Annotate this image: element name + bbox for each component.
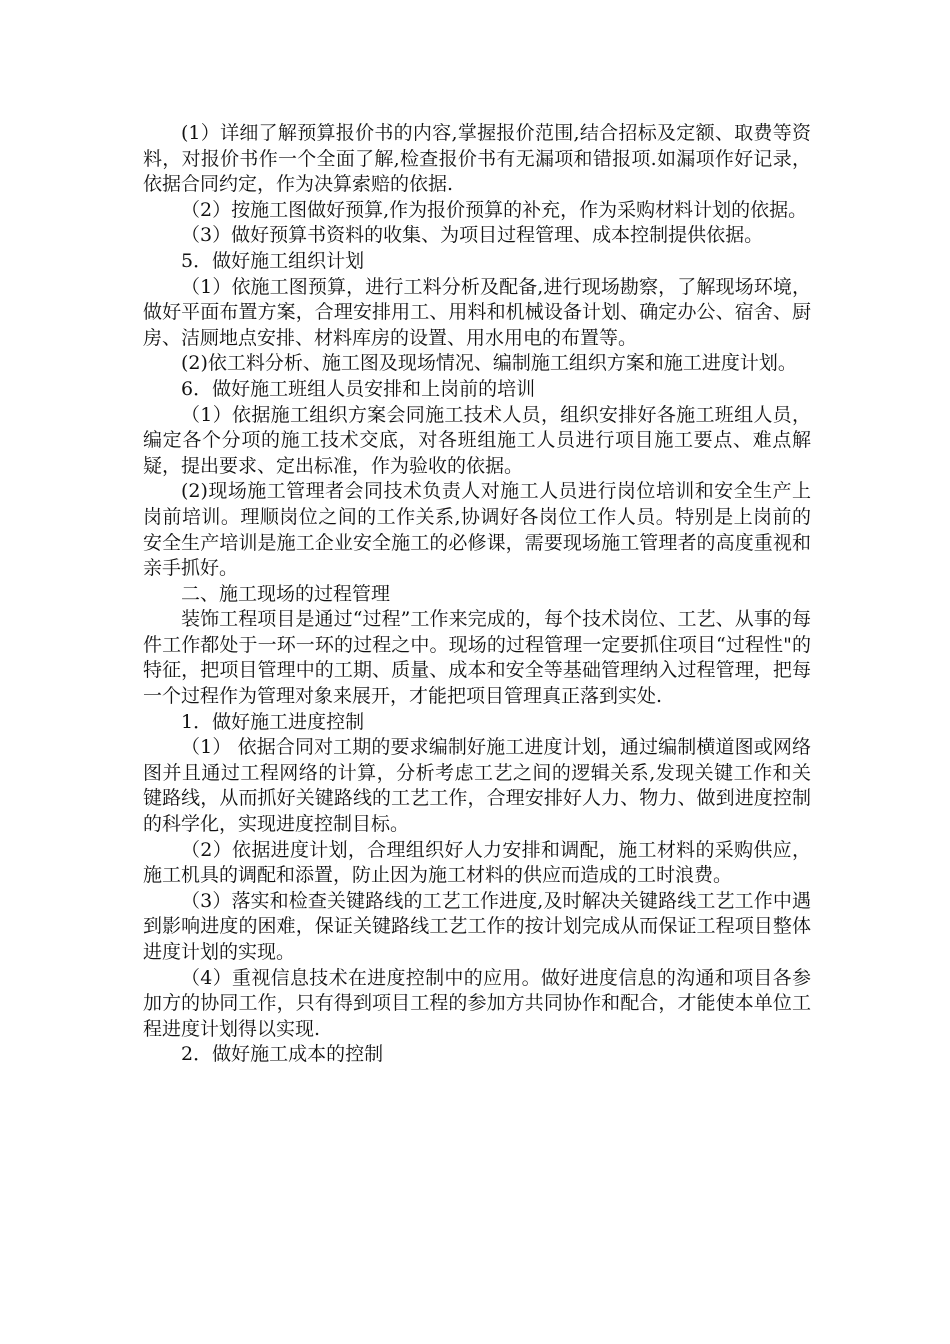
section-heading-organization-plan: 5．做好施工组织计划 [181, 249, 365, 272]
paragraph-budget-review: (1）详细了解预算报价书的内容,掌握报价范围,结合招标及定额、取费等资料，对报价书作一个全面了解,检查报价书有无漏项和错报项.如漏项作好记录，依据合同约定，作为决算索赔的依据. [143, 122, 811, 196]
paragraph-budget-drawing: （2）按施工图做好预算,作为报价预算的补充，作为采购材料计划的依据。 [181, 198, 808, 221]
paragraph-process-intro: 装饰工程项目是通过“过程”工作来完成的，每个技术岗位、工艺、从事的每件工作都处于一环一环的过程之中。现场的过程管理一定要抓住项目“过程性"的特征，把项目管理中的工期、质量、成本和安全等基础管理纳入过程管理，把每一个过程作为管理对象来展开，才能把项目管理真正落到实处. [143, 608, 811, 708]
section-heading-schedule-control: 1．做好施工进度控制 [181, 710, 365, 733]
paragraph-resource-allocation: （2）依据进度计划，合理组织好人力安排和调配，施工材料的采购供应，施工机具的调配和添置，防止因为施工材料的供应而造成的工时浪费。 [143, 838, 811, 887]
paragraph-critical-path: （3）落实和检查关键路线的工艺工作进度,及时解决关键路线工艺工作中遇到影响进度的困难，保证关键路线工艺工作的按计划完成从而保证工程项目整体进度计划的实现。 [143, 889, 811, 963]
paragraph-organization-scheme: (2)依工料分析、施工图及现场情况、编制施工组织方案和施工进度计划。 [181, 352, 797, 375]
section-heading-process-management: 二、施工现场的过程管理 [181, 582, 391, 605]
document-body [143, 121, 811, 1068]
section-heading-team-training: 6．做好施工班组人员安排和上岗前的培训 [181, 377, 536, 400]
paragraph-schedule-plan: （1） 依据合同对工期的要求编制好施工进度计划，通过编制横道图或网络图并且通过工程网络的计算，分析考虑工艺之间的逻辑关系,发现关键工作和关键路线，从而抓好关键路线的工艺工作，合理安排好人力、物力、做到进度控制的科学化，实现进度控制目标。 [143, 736, 811, 836]
paragraph-team-arrangement: （1）依据施工组织方案会同施工技术人员，组织安排好各施工班组人员，编定各个分项的施工技术交底，对各班组施工人员进行项目施工要点、难点解疑，提出要求、定出标准，作为验收的依据。 [143, 403, 811, 477]
section-heading-cost-control: 2．做好施工成本的控制 [181, 1043, 384, 1066]
paragraph-site-survey: （1）依施工图预算，进行工料分析及配备,进行现场勘察，了解现场环境，做好平面布置方案，合理安排用工、用料和机械设备计划、确定办公、宿舍、厨房、洁厕地点安排、材料库房的设置、用水用电的布置等。 [143, 275, 811, 349]
paragraph-safety-training: (2)现场施工管理者会同技术负责人对施工人员进行岗位培训和安全生产上岗前培训。理顺岗位之间的工作关系,协调好各岗位工作人员。特别是上岗前的安全生产培训是施工企业安全施工的必修课，需要现场施工管理者的高度重视和亲手抓好。 [143, 480, 811, 580]
paragraph-budget-archive: （3）做好预算书资料的收集、为项目过程管理、成本控制提供依据。 [181, 224, 764, 247]
paragraph-information-tech: （4）重视信息技术在进度控制中的应用。做好进度信息的沟通和项目各参加方的协同工作，只有得到项目工程的参加方共同协作和配合，才能使本单位工程进度计划得以实现. [143, 966, 811, 1040]
